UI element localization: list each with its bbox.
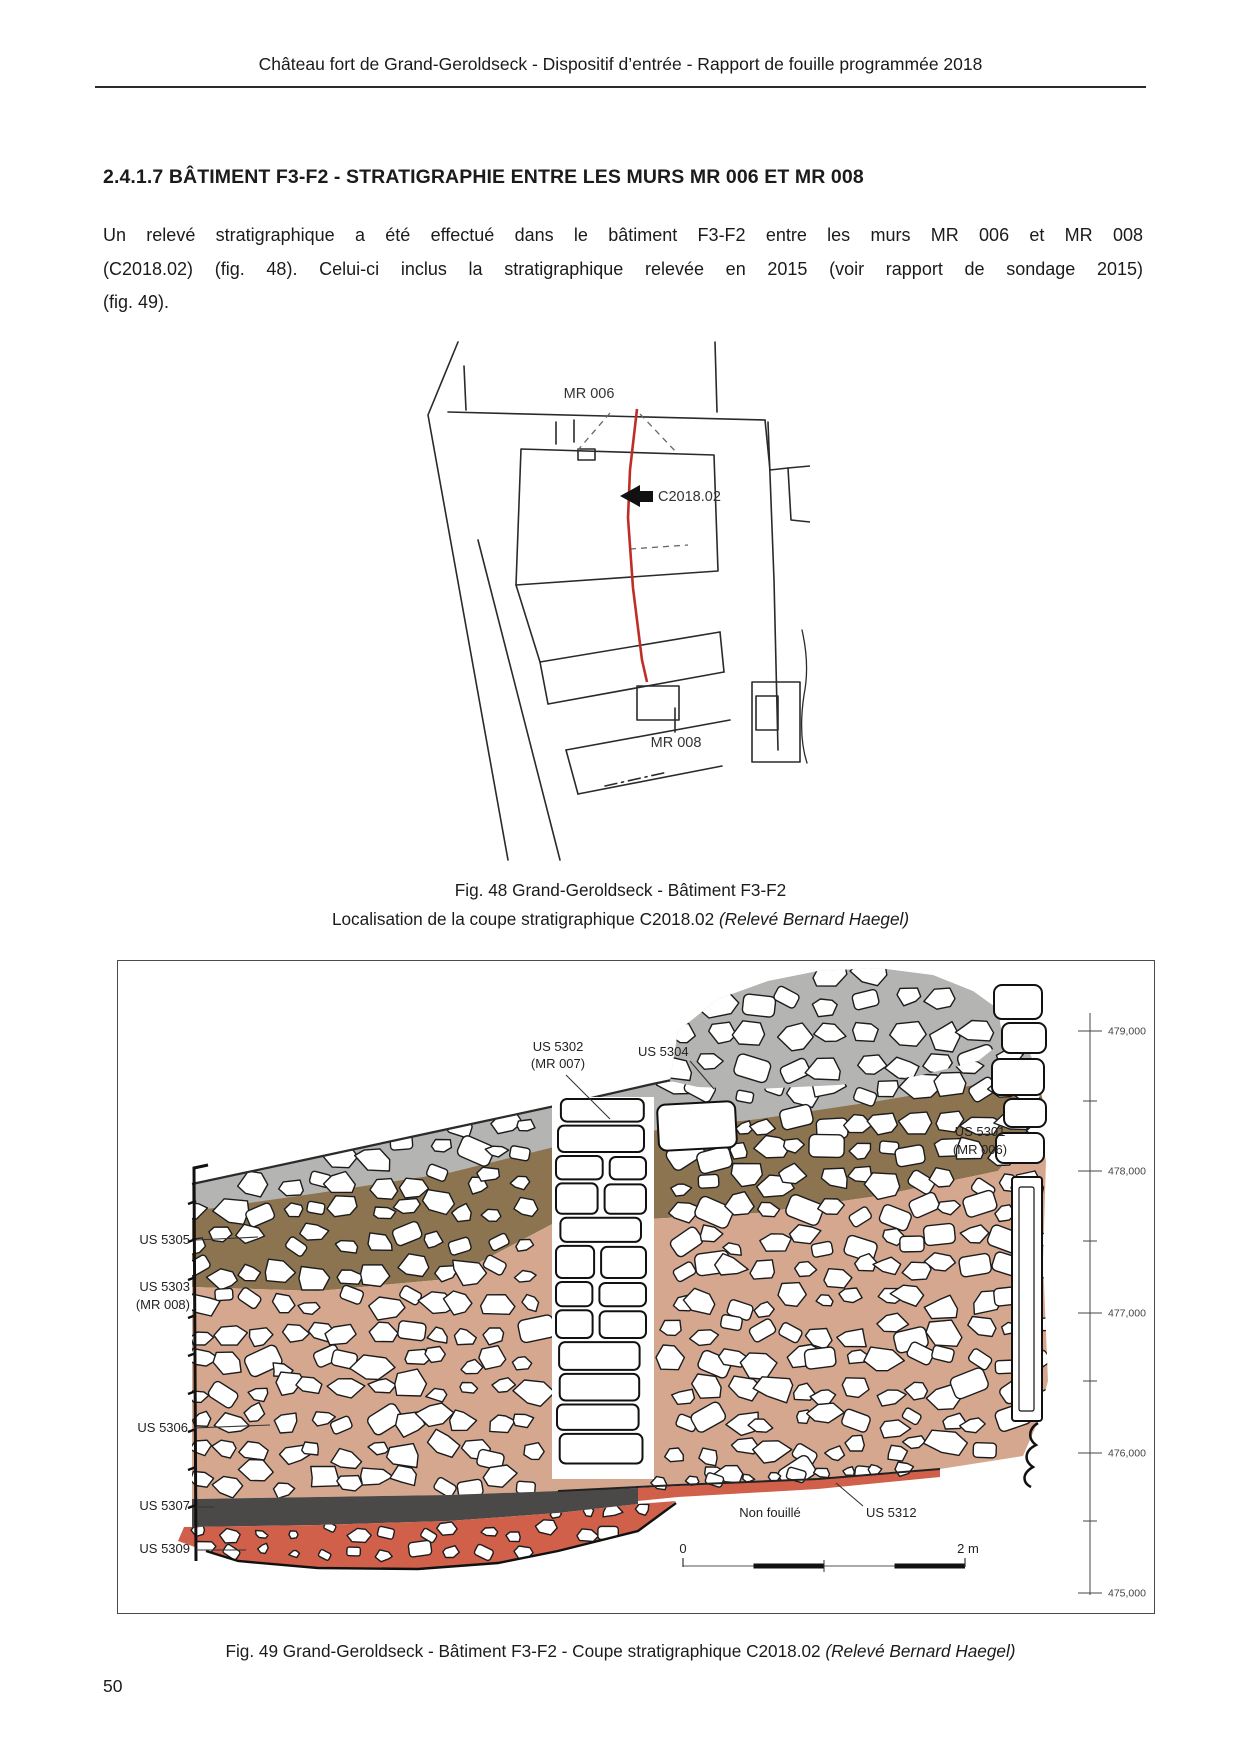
- paragraph-line: (fig. 49).: [103, 292, 170, 312]
- scale-2m-label: 2 m: [957, 1541, 979, 1556]
- fig48-arrow-icon: [620, 485, 653, 507]
- elevation-scale: [1078, 1013, 1146, 1600]
- us5309-label: US 5309: [139, 1541, 190, 1556]
- paragraph-line: (C2018.02) (fig. 48). Celui-ci inclus la stratigraphique relevée en 2015 (voir rapport de sondage 2015): [103, 258, 1143, 279]
- us5302-sub-label: (MR 007): [530, 1056, 586, 1071]
- us5306-label: US 5306: [137, 1420, 188, 1435]
- fig49-caption: Fig. 49 Grand-Geroldseck - Bâtiment F3-F2 - Coupe stratigraphique C2018.02 (Relevé Bernard Haegel): [225, 1641, 1016, 1661]
- paragraph-line: Un relevé stratigraphique a été effectué dans le bâtiment F3-F2 entre les murs MR 006 et MR 008: [103, 225, 1143, 245]
- us5301-label: US 5301: [954, 1124, 1006, 1139]
- elevation-tick-label: 478,000: [1108, 1165, 1146, 1178]
- fig48-caption-line2: Localisation de la coupe stratigraphique C2018.02 (Relevé Bernard Haegel): [331, 909, 910, 929]
- fig48-label-c2018: C2018.02: [658, 489, 721, 505]
- fig48-caption-line1: Fig. 48 Grand-Geroldseck - Bâtiment F3-F2: [454, 880, 787, 900]
- fig48-building-f3f2: [516, 449, 718, 585]
- elevation-tick-label: 475,000: [1108, 1587, 1146, 1600]
- fig49-frame: [117, 960, 1155, 1614]
- fig49-section: [118, 961, 1153, 1612]
- fig48-section-line: [628, 409, 647, 682]
- fig48-label-mr008: MR 008: [650, 735, 702, 751]
- body-paragraph: [103, 219, 1143, 320]
- us5303-sub-label: (MR 008): [135, 1297, 190, 1312]
- fig48-caption-credit: (Relevé Bernard Haegel): [718, 909, 910, 929]
- elevation-tick-label: 477,000: [1108, 1307, 1146, 1320]
- scale-bar: [679, 1541, 978, 1572]
- fig48-label-mr006: MR 006: [563, 386, 615, 402]
- elevation-tick-label: 476,000: [1108, 1447, 1146, 1460]
- fig49-caption-credit: (Relevé Bernard Haegel): [825, 1641, 1016, 1661]
- fig48-caption: [0, 876, 1241, 934]
- scale-zero-label: 0: [679, 1541, 687, 1556]
- page-header: Château fort de Grand-Geroldseck - Dispositif d’entrée - Rapport de fouille programmée 2018: [258, 54, 983, 74]
- section-heading: 2.4.1.7 BÂTIMENT F3-F2 - STRATIGRAPHIE ENTRE LES MURS MR 006 ET MR 008: [103, 166, 864, 188]
- us5302-label: US 5302: [532, 1039, 584, 1054]
- fig48-outer-wall: [428, 342, 508, 860]
- us5305-label: US 5305: [139, 1232, 190, 1247]
- us5303-label: US 5303: [139, 1279, 190, 1294]
- fig48-plan: [390, 330, 810, 865]
- non-fouille-label: Non fouillé: [739, 1505, 801, 1520]
- page-number: 50: [103, 1676, 123, 1696]
- elevation-tick-label: 479,000: [1108, 1025, 1146, 1038]
- us5301-sub-label: (MR 006): [952, 1142, 1008, 1157]
- us5312-label: US 5312: [866, 1505, 917, 1520]
- us5304-label: US 5304: [638, 1044, 689, 1059]
- header-rule: [95, 86, 1146, 88]
- us5307-label: US 5307: [139, 1498, 190, 1513]
